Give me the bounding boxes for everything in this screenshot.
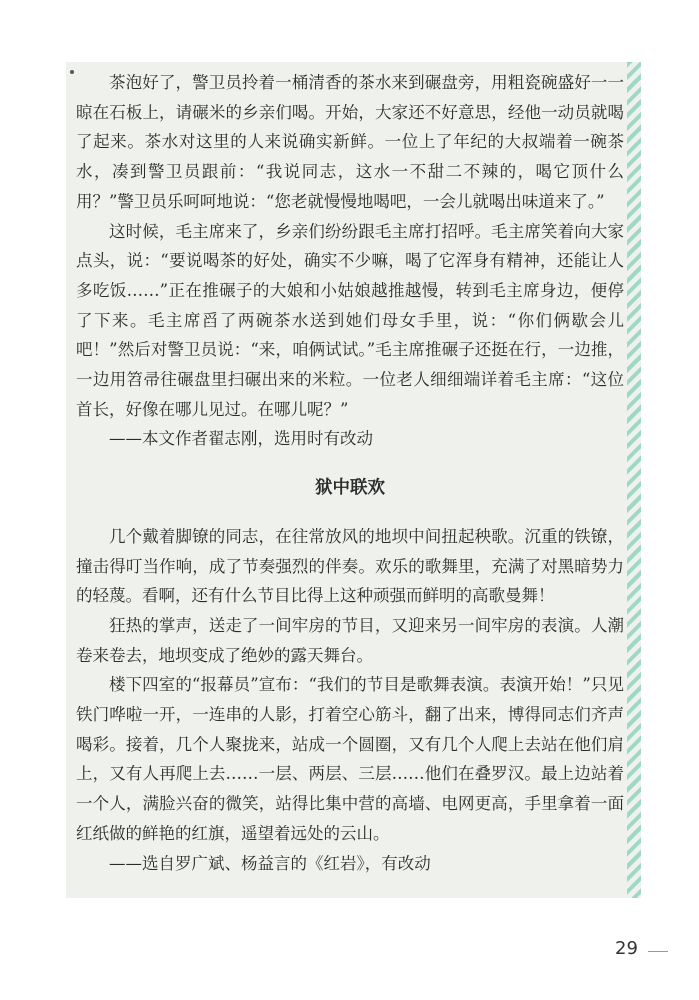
source-citation: ——本文作者翟志刚，选用时有改动 (109, 429, 373, 449)
section-tea-story (76, 68, 624, 454)
decorative-stripe (627, 62, 641, 898)
page-number: 29 (615, 938, 638, 959)
page-content (76, 68, 624, 878)
paragraph: 这时候，毛主席来了，乡亲们纷纷跟毛主席打招呼。毛主席笑着向大家点头，说：“要说喝茶的好处，确实不少嘛，喝了它浑身有精神，还能让人多吃饭……”正在推碾子的大娘和小姑娘越推越慢，转到毛主席身边，便停了下来。毛主席舀了两碗茶水送到她们母女手里，说：“你们俩歇会儿吧！”然后对警卫员说：“来，咱俩试试。”毛主席推碾子还挺在行，一边推，一边用笤帚往碾盘里扫碾出来的米粒。一位老人细细端详着毛主席：“这位首长，好像在哪儿见过。在哪儿呢？” (76, 221, 624, 419)
section-title: 狱中联欢 (315, 478, 385, 499)
paragraph: 楼下四室的“报幕员”宣布：“我们的节目是歌舞表演。表演开始！”只见铁门哗啦一开，一连串的人影，打着空心筋斗，翻了出来，博得同志们齐声喝彩。接着，几个人聚拢来，站成一个圆圈，又有几个人爬上去站在他们肩上，又有人再爬上去……一层、两层、三层……他们在叠罗汉。最上边站着一个人，满脸兴奋的微笑，站得比集中营的高墙、电网更高，手里拿着一面红纸做的鲜艳的红旗，遥望着远处的云山。 (76, 675, 624, 843)
section-prison-celebration (76, 522, 624, 878)
paragraph: 几个戴着脚镣的同志，在往常放风的地坝中间扭起秧歌。沉重的铁镣，撞击得叮当作响，成了节奏强烈的伴奏。欢乐的歌舞里，充满了对黑暗势力的轻蔑。看啊，还有什么节目比得上这种顽强而鲜明的高歌曼舞！ (76, 526, 624, 606)
source-citation: ——选自罗广斌、杨益言的《红岩》，有改动 (109, 853, 431, 873)
corner-decoration (648, 945, 668, 952)
corner-dot-mark (70, 70, 74, 74)
paragraph: 茶泡好了，警卫员拎着一桶清香的茶水来到碾盘旁，用粗瓷碗盛好一一晾在石板上，请碾米的乡亲们喝。开始，大家还不好意思，经他一动员就喝了起来。茶水对这里的人来说确实新鲜。一位上了年纪的大叔端着一碗茶水，凑到警卫员跟前：“我说同志，这水一不甜二不辣的，喝它顶什么用？”警卫员乐呵呵地说：“您老就慢慢地喝吧，一会儿就喝出味道来了。” (76, 73, 624, 211)
paragraph: 狂热的掌声，送走了一间牢房的节目，又迎来另一间牢房的表演。人潮卷来卷去，地坝变成了绝妙的露天舞台。 (76, 615, 624, 665)
